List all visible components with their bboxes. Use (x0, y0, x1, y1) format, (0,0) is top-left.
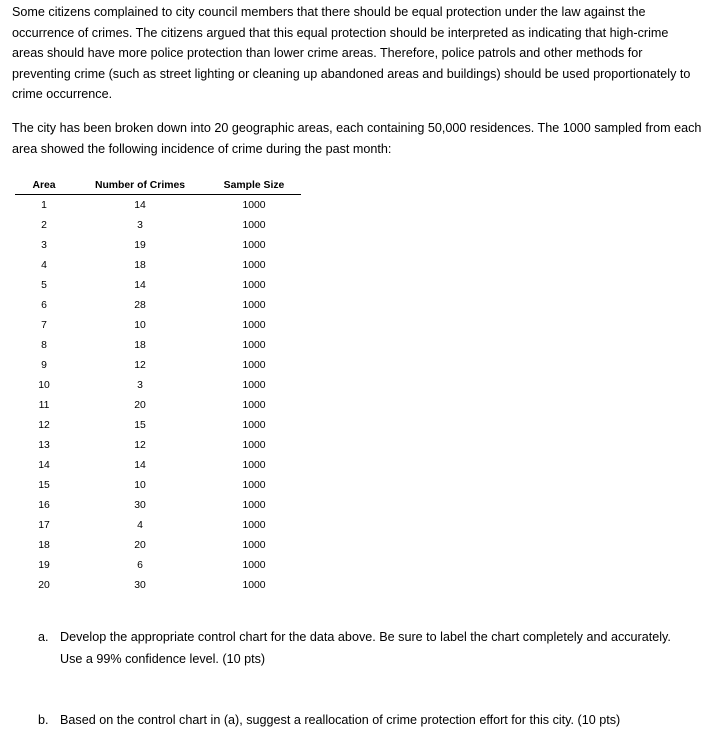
question-a-text: Develop the appropriate control chart for the data above. Be sure to label the chart completely and accurately. Use a 99% confidence level. (10 pts) (60, 630, 671, 666)
table-row (15, 515, 301, 535)
sample-size-cell: 1000 (242, 579, 266, 591)
area-cell: 10 (38, 379, 50, 391)
area-cell: 1 (41, 199, 47, 211)
crimes-cell: 3 (137, 379, 143, 391)
area-cell: 16 (38, 499, 50, 511)
area-cell: 2 (41, 219, 47, 231)
table-row (15, 475, 301, 495)
crimes-cell: 14 (134, 199, 146, 211)
crime-data-table (15, 176, 301, 595)
area-cell: 17 (38, 519, 50, 531)
area-cell: 8 (41, 339, 47, 351)
sample-size-cell: 1000 (242, 339, 266, 351)
sample-size-cell: 1000 (242, 259, 266, 271)
table-row (15, 235, 301, 255)
crimes-cell: 20 (134, 539, 146, 551)
crimes-cell: 14 (134, 279, 146, 291)
table-row (15, 375, 301, 395)
crimes-cell: 4 (137, 519, 143, 531)
sample-size-cell: 1000 (242, 299, 266, 311)
table-row (15, 195, 301, 216)
table-row (15, 455, 301, 475)
table-row (15, 555, 301, 575)
area-cell: 12 (38, 419, 50, 431)
crimes-cell: 12 (134, 439, 146, 451)
column-header-number-of-crimes: Number of Crimes (73, 176, 207, 195)
sample-size-cell: 1000 (242, 459, 266, 471)
sample-size-cell: 1000 (242, 499, 266, 511)
table-row (15, 415, 301, 435)
column-header-sample-size: Sample Size (207, 176, 301, 195)
crimes-cell: 12 (134, 359, 146, 371)
table-row (15, 215, 301, 235)
sample-size-cell: 1000 (242, 399, 266, 411)
sample-size-cell: 1000 (242, 419, 266, 431)
sample-size-cell: 1000 (242, 539, 266, 551)
intro-paragraph-1: Some citizens complained to city council members that there should be equal protection under the law against the occurrence of crimes. The citizens argued that this equal protection should be interpreted as indicating that high-crime areas should have more police protection than lower crime areas. Therefore, police patrols and other methods for preventing crime (such as street lighting or cleaning up abandoned areas and buildings) should be used proportionately to crime occurrence. (12, 5, 691, 102)
question-a-label: a. (38, 630, 49, 644)
area-cell: 18 (38, 539, 50, 551)
area-cell: 14 (38, 459, 50, 471)
sample-size-cell: 1000 (242, 439, 266, 451)
question-b-label: b. (38, 713, 49, 727)
crimes-cell: 19 (134, 239, 146, 251)
area-cell: 5 (41, 279, 47, 291)
crimes-cell: 6 (137, 559, 143, 571)
table-row (15, 355, 301, 375)
crimes-cell: 10 (134, 479, 146, 491)
sample-size-cell: 1000 (242, 319, 266, 331)
area-cell: 9 (41, 359, 47, 371)
crimes-cell: 15 (134, 419, 146, 431)
table-row (15, 395, 301, 415)
crimes-cell: 18 (134, 259, 146, 271)
table-body (15, 195, 301, 596)
crimes-cell: 28 (134, 299, 146, 311)
area-cell: 19 (38, 559, 50, 571)
area-cell: 7 (41, 319, 47, 331)
sample-size-cell: 1000 (242, 379, 266, 391)
sample-size-cell: 1000 (242, 479, 266, 491)
question-b-text: Based on the control chart in (a), suggest a reallocation of crime protection effort for this city. (10 pts) (60, 713, 621, 727)
table-row (15, 575, 301, 595)
area-cell: 3 (41, 239, 47, 251)
sample-size-cell: 1000 (242, 239, 266, 251)
table-row (15, 255, 301, 275)
column-header-area: Area (15, 176, 73, 195)
crimes-cell: 30 (134, 579, 146, 591)
crimes-cell: 14 (134, 459, 146, 471)
question-b (38, 710, 678, 732)
table-row (15, 535, 301, 555)
area-cell: 6 (41, 299, 47, 311)
area-cell: 20 (38, 579, 50, 591)
crimes-cell: 3 (137, 219, 143, 231)
table-header-row (15, 176, 301, 195)
sample-size-cell: 1000 (242, 359, 266, 371)
crimes-cell: 10 (134, 319, 146, 331)
sample-size-cell: 1000 (242, 219, 266, 231)
table-row (15, 295, 301, 315)
table-row (15, 495, 301, 515)
crimes-cell: 18 (134, 339, 146, 351)
sample-size-cell: 1000 (242, 559, 266, 571)
table-row (15, 275, 301, 295)
sample-size-cell: 1000 (242, 199, 266, 211)
question-a (38, 627, 678, 670)
sample-size-cell: 1000 (242, 279, 266, 291)
sample-size-cell: 1000 (242, 519, 266, 531)
crimes-cell: 20 (134, 399, 146, 411)
area-cell: 13 (38, 439, 50, 451)
table-row (15, 315, 301, 335)
area-cell: 15 (38, 479, 50, 491)
area-cell: 4 (41, 259, 47, 271)
table-row (15, 435, 301, 455)
area-cell: 11 (38, 399, 50, 411)
table-row (15, 335, 301, 355)
crimes-cell: 30 (134, 499, 146, 511)
intro-paragraph-2: The city has been broken down into 20 geographic areas, each containing 50,000 residences. The 1000 sampled from each area showed the following incidence of crime during the past month: (12, 121, 702, 156)
